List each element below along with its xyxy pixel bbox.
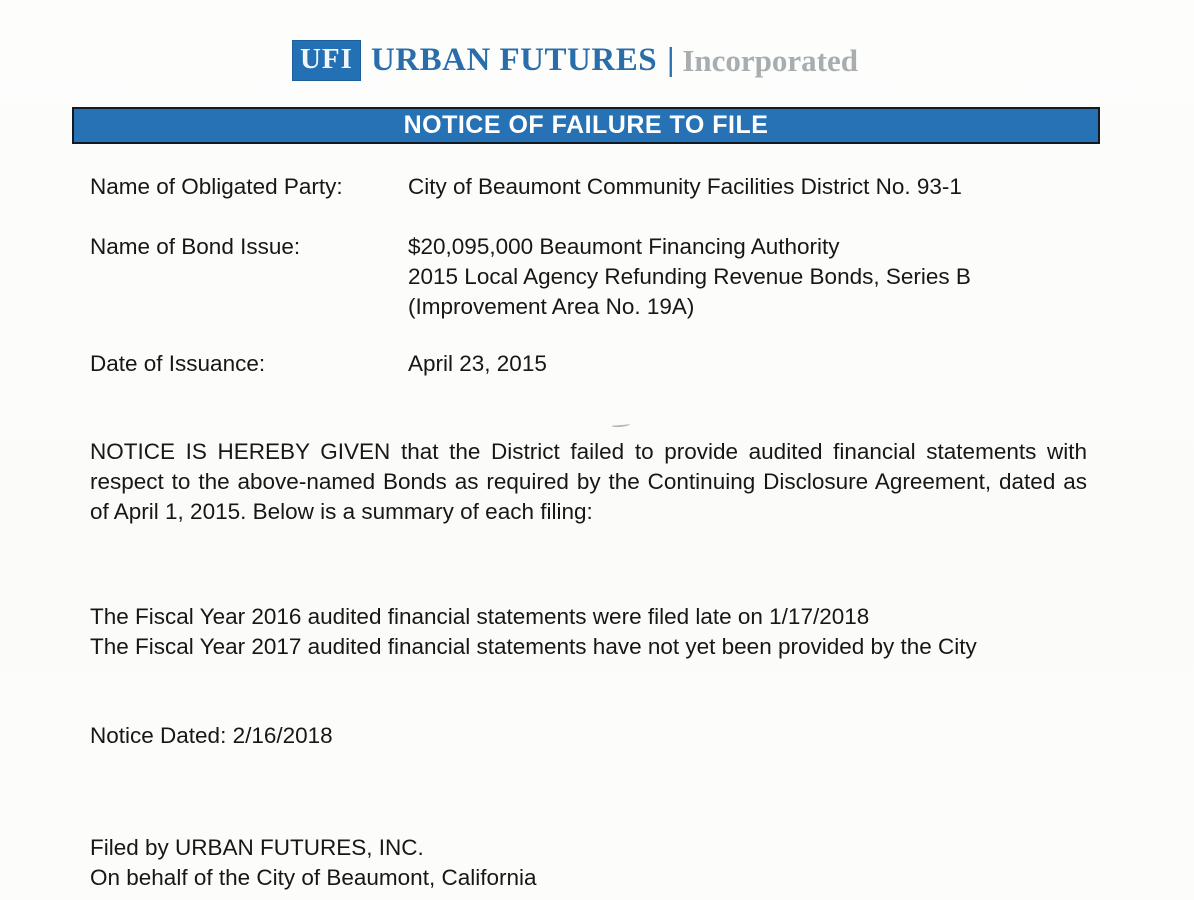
filings-summary [90,602,1087,662]
field-obligated-party [90,172,1087,202]
bond-issue-value [408,232,1087,322]
logo-row [0,40,1194,81]
bond-issue-line-2: 2015 Local Agency Refunding Revenue Bonds, Series B [408,264,971,289]
notice-title: NOTICE OF FAILURE TO FILE [403,111,769,139]
filed-by-line: Filed by URBAN FUTURES, INC. [90,835,424,860]
signature-block [90,833,1087,893]
date-of-issuance-label: Date of Issuance: [90,351,266,376]
bond-issue-line-1: $20,095,000 Beaumont Financing Authority [408,234,840,259]
notice-given-paragraph: NOTICE IS HEREBY GIVEN that the District failed to provide audited financial statements with respect to the above-named Bonds as required by the Continuing Disclosure Agreement, dated as of April 1, 2015. Below is a summary of each filing: [90,439,1087,524]
obligated-party-label: Name of Obligated Party: [90,174,343,199]
logo-incorporated-text: Incorporated [682,42,858,78]
bond-issue-line-3: (Improvement Area No. 19A) [408,294,695,319]
notice-dated-line: Notice Dated: 2/16/2018 [90,723,333,748]
field-date-of-issuance [90,349,1087,379]
urban-futures-logo [292,40,858,81]
field-bond-issue [90,232,1087,322]
date-of-issuance-value: April 23, 2015 [408,351,547,376]
obligated-party-value: City of Beaumont Community Facilities District No. 93-1 [408,174,962,199]
logo-divider: | [667,42,675,78]
document-body [90,172,1087,893]
bond-issue-label: Name of Bond Issue: [90,234,301,259]
ufi-logo-badge: UFI [292,40,361,81]
logo-company-name: URBAN FUTURES [370,42,658,78]
filing-line-fy2017: The Fiscal Year 2017 audited financial statements have not yet been provided by the City [90,634,977,659]
on-behalf-line: On behalf of the City of Beaumont, California [90,865,537,890]
notice-title-banner [72,107,1100,144]
filing-line-fy2016: The Fiscal Year 2016 audited financial statements were filed late on 1/17/2018 [90,604,870,629]
